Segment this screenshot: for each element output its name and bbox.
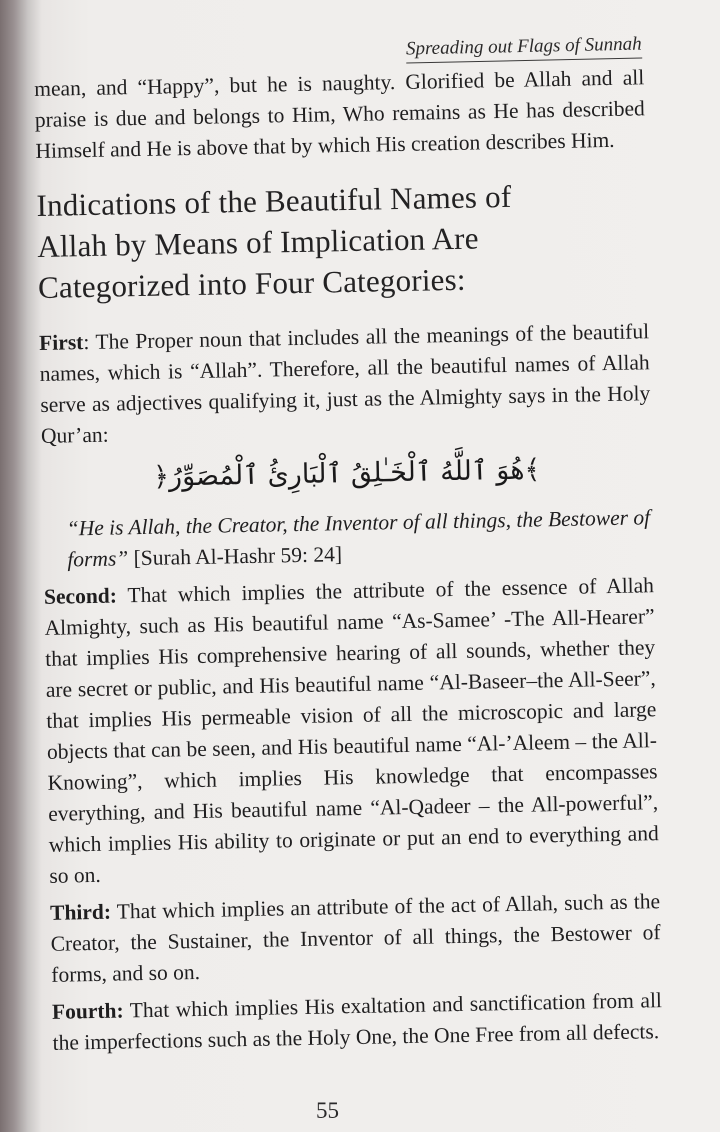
running-header: Spreading out Flags of Sunnah [406,34,642,64]
arabic-verse: ﴾هُوَ ٱللَّهُ ٱلْخَـٰلِقُ ٱلْبَارِئُ ٱلْمُصَوِّرُ﴿ [152,454,541,493]
third-category [50,886,662,991]
first-text: : The Proper noun that includes all the meanings of the beautiful names, which is “Allah”. Therefore, all the beautiful names of Allah serve as adjectives qualifying it, just as the Almighty says in the Holy Qur’an: [39,319,651,448]
third-text: That which implies an attribute of the act of Allah, such as the Creator, the Sustainer, the Inventor of all things, the Bestower of forms, and so on. [50,889,661,987]
second-category [44,570,660,892]
heading-line-3: Categorized into Four Categories: [37,261,466,305]
second-text: That which implies the attribute of the essence of Allah Almighty, such as His beautiful name “As-Samee’ -The All-Hearer” that implies His comprehensive hearing of all sounds, whether they are secret or public, and His beautiful name “Al-Baseer–the All-Seer”, that implies His permeable vision of all the microscopic and large objects that can be seen, and His beautiful name “Al-’Aleem – the All-Knowing”, which implies His knowledge that encompasses everything, and His beautiful name “Al-Qadeer – the All-powerful”, which implies His ability to originate or put an end to everything and so on. [44,573,659,888]
heading-line-2: Allah by Means of Implication Are [36,220,479,264]
quote-citation: [Surah Al-Hashr 59: 24] [128,542,343,571]
first-category [39,316,651,452]
fourth-category [52,985,663,1059]
fourth-label: Fourth: [51,998,124,1024]
second-label: Second: [43,583,118,609]
fourth-text: That which implies His exaltation and sanctification from all the imperfections such as the Holy One, the One Free from all defects. [52,988,663,1055]
section-heading [36,173,648,308]
intro-paragraph: mean, and “Happy”, but he is naughty. Glorified be Allah and all praise is due and belongs to Him, Who remains as He has described Himself and He is above that by which His creation describes Him. [34,65,646,163]
page-number: 55 [316,1098,339,1123]
verse-translation [66,502,653,575]
third-label: Third: [49,899,112,925]
first-label: First [38,330,84,355]
page-body [34,62,663,1059]
heading-line-1: Indications of the Beautiful Names of [36,178,512,223]
quote-text: “He is Allah, the Creator, the Inventor of all things, the Bestower of forms” [66,505,651,572]
